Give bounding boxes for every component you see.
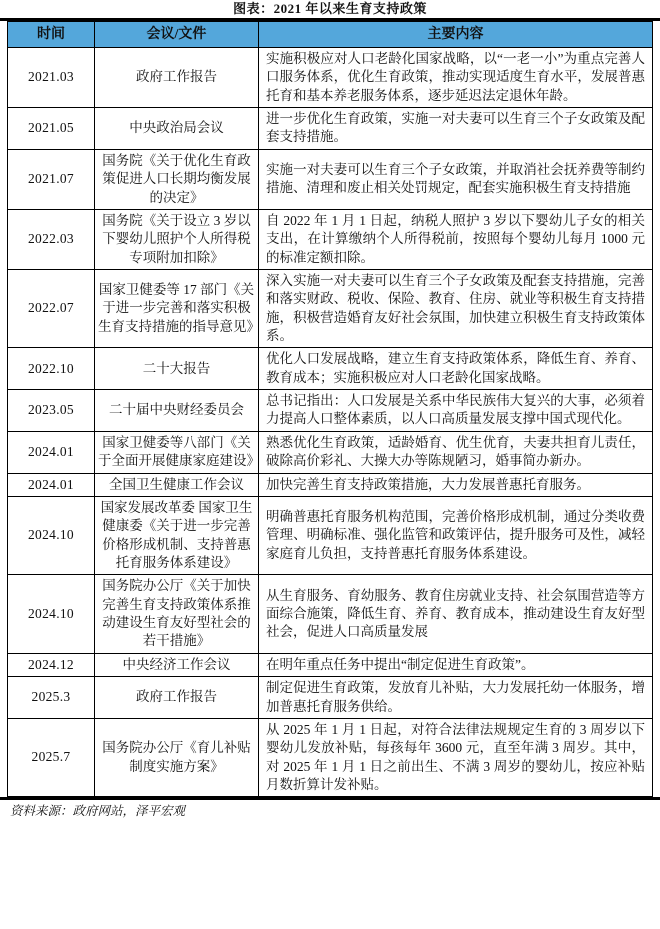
table-container xyxy=(0,18,660,800)
table-row xyxy=(8,390,653,432)
page-title: 图表：2021 年以来生育支持政策 xyxy=(233,1,427,16)
table-row xyxy=(8,269,653,347)
table-row xyxy=(8,149,653,209)
content-cell: 制定促进生育政策，发放育儿补贴，大力发展托幼一体服务，增加普惠托育服务供给。 xyxy=(259,677,653,719)
table-row xyxy=(8,473,653,496)
content-cell: 进一步优化生育政策，实施一对夫妻可以生育三个子女政策及配套支持措施。 xyxy=(259,108,653,150)
content-cell: 实施一对夫妻可以生育三个子女政策，并取消社会抚养费等制约措施、清理和废止相关处罚规定，配套实施积极生育支持措施 xyxy=(259,149,653,209)
content-cell: 加快完善生育支持政策措施，大力发展普惠托育服务。 xyxy=(259,473,653,496)
table-row xyxy=(8,653,653,676)
meeting-cell: 国务院《关于设立 3 岁以下婴幼儿照护个人所得税专项附加扣除》 xyxy=(95,209,259,269)
time-cell: 2021.03 xyxy=(8,48,95,108)
time-cell: 2024.01 xyxy=(8,431,95,473)
content-cell: 总书记指出：人口发展是关系中华民族伟大复兴的大事，必须着力提高人口整体素质，以人口高质量发展支撑中国式现代化。 xyxy=(259,390,653,432)
content-cell: 深入实施一对夫妻可以生育三个子女政策及配套支持措施，完善和落实财政、税收、保险、教育、住房、就业等积极生育支持措施，积极营造婚育友好社会氛围，加快建立积极生育支持政策体系。 xyxy=(259,269,653,347)
meeting-cell: 二十届中央财经委员会 xyxy=(95,390,259,432)
table-row xyxy=(8,677,653,719)
meeting-cell: 中央经济工作会议 xyxy=(95,653,259,676)
meeting-cell: 国家卫健委等八部门《关于全面开展健康家庭建设》 xyxy=(95,431,259,473)
content-cell: 熟悉优化生育政策，适龄婚育、优生优育，夫妻共担育儿责任，破除高价彩礼、大操大办等陈规陋习，婚事简办新办。 xyxy=(259,431,653,473)
table-row xyxy=(8,575,653,653)
time-cell: 2025.7 xyxy=(8,718,95,796)
time-cell: 2025.3 xyxy=(8,677,95,719)
meeting-cell: 政府工作报告 xyxy=(95,677,259,719)
table-header xyxy=(8,22,653,48)
time-cell: 2022.07 xyxy=(8,269,95,347)
table-row xyxy=(8,431,653,473)
source-note: 资料来源：政府网站，泽平宏观 xyxy=(10,804,186,819)
table-row xyxy=(8,348,653,390)
table-row xyxy=(8,209,653,269)
meeting-cell: 国家卫健委等 17 部门《关于进一步完善和落实积极生育支持措施的指导意见》 xyxy=(95,269,259,347)
col-header-meeting: 会议/文件 xyxy=(95,22,259,48)
table-row xyxy=(8,718,653,796)
meeting-cell: 全国卫生健康工作会议 xyxy=(95,473,259,496)
meeting-cell: 国务院《关于优化生育政策促进人口长期均衡发展的决定》 xyxy=(95,149,259,209)
meeting-cell: 二十大报告 xyxy=(95,348,259,390)
content-cell: 在明年重点任务中提出“制定促进生育政策”。 xyxy=(259,653,653,676)
table-row xyxy=(8,108,653,150)
time-cell: 2022.10 xyxy=(8,348,95,390)
meeting-cell: 中央政治局会议 xyxy=(95,108,259,150)
content-cell: 明确普惠托育服务机构范围，完善价格形成机制，通过分类收费管理、明确标准、强化监管和政策评估，提升服务可及性，减轻家庭育儿负担，支持普惠托育服务体系建设。 xyxy=(259,496,653,574)
content-cell: 从 2025 年 1 月 1 日起，对符合法律法规规定生育的 3 周岁以下婴幼儿发放补贴，每孩每年 3600 元，直至年满 3 周岁。其中，对 2025 年 1 月 1 日之前出生、不满 3 周岁的婴幼儿，按应补贴月数折算计发补贴。 xyxy=(259,718,653,796)
time-cell: 2024.01 xyxy=(8,473,95,496)
time-cell: 2024.12 xyxy=(8,653,95,676)
time-cell: 2024.10 xyxy=(8,496,95,574)
table-body xyxy=(8,48,653,797)
content-cell: 自 2022 年 1 月 1 日起，纳税人照护 3 岁以下婴幼儿子女的相关支出，在计算缴纳个人所得税前，按照每个婴幼儿每月 1000 元的标准定额扣除。 xyxy=(259,209,653,269)
time-cell: 2023.05 xyxy=(8,390,95,432)
meeting-cell: 国务院办公厅《育儿补贴制度实施方案》 xyxy=(95,718,259,796)
time-cell: 2021.07 xyxy=(8,149,95,209)
policy-table xyxy=(7,21,653,797)
col-header-content: 主要内容 xyxy=(259,22,653,48)
content-cell: 从生育服务、育幼服务、教育住房就业支持、社会氛围营造等方面综合施策，降低生育、养育、教育成本，推动建设生育友好型社会，促进人口高质量发展 xyxy=(259,575,653,653)
content-cell: 实施积极应对人口老龄化国家战略，以“一老一小”为重点完善人口服务体系，优化生育政策，推动实现适度生育水平，发展普惠托育和基本养老服务体系，逐步延迟法定退休年龄。 xyxy=(259,48,653,108)
table-row xyxy=(8,496,653,574)
meeting-cell: 政府工作报告 xyxy=(95,48,259,108)
col-header-time: 时间 xyxy=(8,22,95,48)
time-cell: 2022.03 xyxy=(8,209,95,269)
header-row xyxy=(8,22,653,48)
meeting-cell: 国务院办公厅《关于加快完善生育支持政策体系推动建设生育友好型社会的若干措施》 xyxy=(95,575,259,653)
time-cell: 2021.05 xyxy=(8,108,95,150)
time-cell: 2024.10 xyxy=(8,575,95,653)
meeting-cell: 国家发展改革委 国家卫生健康委《关于进一步完善价格形成机制、支持普惠托育服务体系建设》 xyxy=(95,496,259,574)
table-row xyxy=(8,48,653,108)
content-cell: 优化人口发展战略，建立生育支持政策体系，降低生育、养育、教育成本；实施积极应对人口老龄化国家战略。 xyxy=(259,348,653,390)
